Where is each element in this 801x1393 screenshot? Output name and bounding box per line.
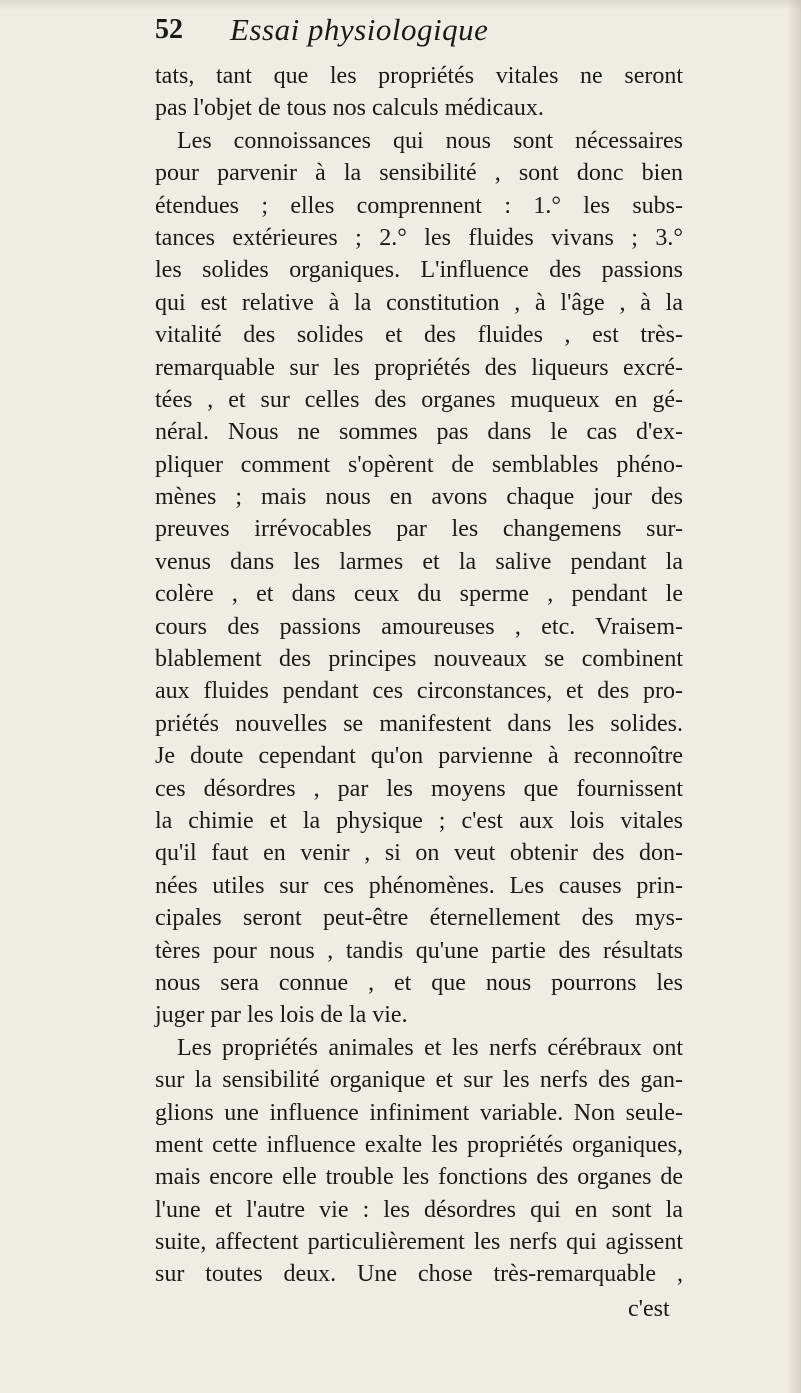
text-line: pas l'objet de tous nos calculs médicaux. (155, 95, 544, 122)
text-line: pour parvenir à la sensibilité , sont donc bien (155, 160, 683, 187)
running-title: Essai physiologique (230, 12, 489, 47)
text-line: Les propriétés animales et les nerfs cérébraux ont (177, 1034, 683, 1061)
text-line: glions une influence infiniment variable. Non seule- (155, 1099, 683, 1126)
text-line: nées utiles sur ces phénomènes. Les causes prin- (155, 872, 683, 899)
text-line: juger par les lois de la vie. (155, 1002, 408, 1029)
page-gutter-shadow (787, 0, 801, 1393)
page-number: 52 (155, 14, 183, 45)
text-line: pliquer comment s'opèrent de semblables phéno- (155, 451, 683, 478)
text-line: mais encore elle trouble les fonctions des organes de (155, 1164, 683, 1191)
text-line: tères pour nous , tandis qu'une partie des résultats (155, 937, 683, 964)
text-line: tats, tant que les propriétés vitales ne seront (155, 63, 683, 89)
text-line: sur la sensibilité organique et sur les nerfs des gan- (155, 1067, 683, 1094)
text-line: ment cette influence exalte les propriétés organiques, (155, 1131, 683, 1158)
text-line: les solides organiques. L'influence des passions (155, 257, 683, 284)
body-text (155, 60, 683, 1291)
text-line: cipales seront peut-être éternellement des mys- (155, 905, 683, 932)
text-line: tées , et sur celles des organes muqueux en gé- (155, 386, 683, 413)
text-line: nous sera connue , et que nous pourrons les (155, 969, 683, 996)
text-line: suite, affectent particulièrement les nerfs qui agissent (155, 1229, 683, 1256)
text-line: néral. Nous ne sommes pas dans le cas d'ex- (155, 419, 683, 446)
text-line: qui est relative à la constitution , à l'âge , à la (155, 289, 683, 316)
text-line: la chimie et la physique ; c'est aux lois vitales (155, 807, 683, 834)
text-line: Les connoissances qui nous sont nécessaires (177, 127, 683, 154)
text-line: étendues ; elles comprennent : 1.° les subs- (155, 192, 683, 219)
text-line: preuves irrévocables par les changemens sur- (155, 516, 683, 543)
text-line: tances extérieures ; 2.° les fluides vivans ; 3.° (155, 224, 683, 251)
text-line: remarquable sur les propriétés des liqueurs excré- (155, 354, 683, 381)
text-line: Je doute cependant qu'on parvienne à reconnoître (155, 743, 683, 770)
page-header (155, 14, 685, 54)
text-line: colère , et dans ceux du sperme , pendant le (155, 581, 683, 608)
text-line: qu'il faut en venir , si on veut obtenir des don- (155, 840, 683, 867)
text-line: cours des passions amoureuses , etc. Vraisem- (155, 613, 683, 640)
text-line: mènes ; mais nous en avons chaque jour des (155, 484, 683, 511)
text-line: ces désordres , par les moyens que fournissent (155, 775, 683, 802)
text-line: vitalité des solides et des fluides , est très- (155, 322, 683, 349)
text-line: l'une et l'autre vie : les désordres qui en sont la (155, 1196, 683, 1223)
text-line: blablement des principes nouveaux se combinent (155, 646, 683, 673)
text-line: sur toutes deux. Une chose très-remarquable , (155, 1261, 683, 1288)
text-line: priétés nouvelles se manifestent dans les solides. (155, 710, 683, 737)
text-line: aux fluides pendant ces circonstances, et des pro- (155, 678, 683, 705)
page-top-shadow (0, 0, 801, 10)
catchword: c'est (628, 1296, 670, 1322)
text-line: venus dans les larmes et la salive pendant la (155, 548, 683, 575)
